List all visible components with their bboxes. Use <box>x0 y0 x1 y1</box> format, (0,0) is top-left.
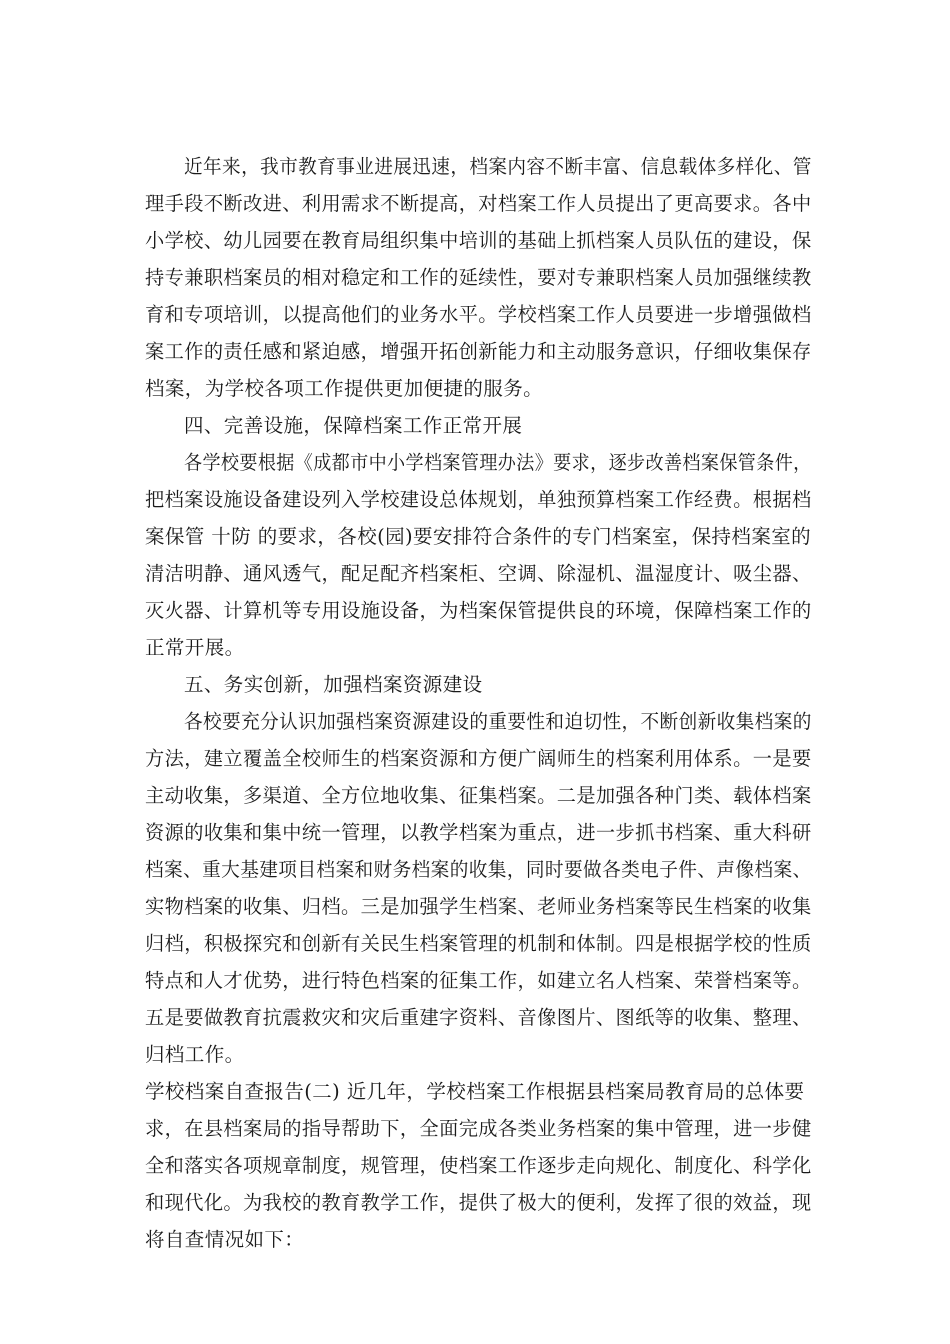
paragraph-line: 将自查情况如下： <box>145 1228 305 1251</box>
paragraph-line: 持专兼职档案员的相对稳定和工作的延续性，要对专兼职档案人员加强继续教 <box>145 266 812 289</box>
paragraph-line: 案保管 十防 的要求，各校(园)要安排符合条件的专门档案室，保持档案室的 <box>145 525 812 548</box>
paragraph-line: 档案、重大基建项目档案和财务档案的收集，同时要做各类电子件、声像档案、 <box>145 858 812 881</box>
section-heading: 四、完善设施，保障档案工作正常开展 <box>184 414 523 437</box>
paragraph-line: 归档工作。 <box>145 1043 245 1066</box>
paragraph-line: 各校要充分认识加强档案资源建设的重要性和迫切性，不断创新收集档案的 <box>184 710 812 733</box>
paragraph-line: 正常开展。 <box>145 636 245 659</box>
paragraph-line: 各学校要根据《成都市中小学档案管理办法》要求，逐步改善档案保管条件， <box>184 451 812 474</box>
section-heading: 五、务实创新，加强档案资源建设 <box>184 673 483 696</box>
paragraph-line: 育和专项培训，以提高他们的业务水平。学校档案工作人员要进一步增强做档 <box>145 303 812 326</box>
paragraph-line: 案工作的责任感和紧迫感，增强开拓创新能力和主动服务意识，仔细收集保存 <box>145 340 812 363</box>
paragraph-line: 五是要做教育抗震救灾和灾后重建字资料、音像图片、图纸等的收集、整理、 <box>145 1006 812 1029</box>
report-title-line: 学校档案自查报告(二) 近几年，学校档案工作根据县档案局教育局的总体要 <box>145 1080 805 1103</box>
paragraph-line: 清洁明静、通风透气，配足配齐档案柜、空调、除湿机、温湿度计、吸尘器、 <box>145 562 812 585</box>
paragraph-line: 小学校、幼儿园要在教育局组织集中培训的基础上抓档案人员队伍的建设，保 <box>145 229 812 252</box>
paragraph-line: 灭火器、计算机等专用设施设备，为档案保管提供良的环境，保障档案工作的 <box>145 599 812 622</box>
paragraph-line: 特点和人才优势，进行特色档案的征集工作，如建立名人档案、荣誉档案等。 <box>145 969 812 992</box>
paragraph-line: 归档，积极探究和创新有关民生档案管理的机制和体制。四是根据学校的性质 <box>145 932 812 955</box>
paragraph-line: 全和落实各项规章制度，规管理，使档案工作逐步走向规化、制度化、科学化 <box>145 1154 812 1177</box>
paragraph-line: 求，在县档案局的指导帮助下，全面完成各类业务档案的集中管理，进一步健 <box>145 1117 812 1140</box>
paragraph-line: 实物档案的收集、归档。三是加强学生档案、老师业务档案等民生档案的收集 <box>145 895 812 918</box>
paragraph-line: 档案，为学校各项工作提供更加便捷的服务。 <box>145 377 544 400</box>
paragraph-line: 和现代化。为我校的教育教学工作，提供了极大的便利，发挥了很的效益，现 <box>145 1191 812 1214</box>
paragraph-line: 主动收集，多渠道、全方位地收集、征集档案。二是加强各种门类、载体档案 <box>145 784 812 807</box>
paragraph-line: 理手段不断改进、利用需求不断提高，对档案工作人员提出了更高要求。各中 <box>145 192 812 215</box>
paragraph-line: 资源的收集和集中统一管理，以教学档案为重点，进一步抓书档案、重大科研 <box>145 821 812 844</box>
paragraph-line: 方法，建立覆盖全校师生的档案资源和方便广阔师生的档案利用体系。一是要 <box>145 747 812 770</box>
paragraph-line: 近年来，我市教育事业进展迅速，档案内容不断丰富、信息载体多样化、管 <box>184 155 812 178</box>
paragraph-line: 把档案设施设备建设列入学校建设总体规划，单独预算档案工作经费。根据档 <box>145 488 812 511</box>
